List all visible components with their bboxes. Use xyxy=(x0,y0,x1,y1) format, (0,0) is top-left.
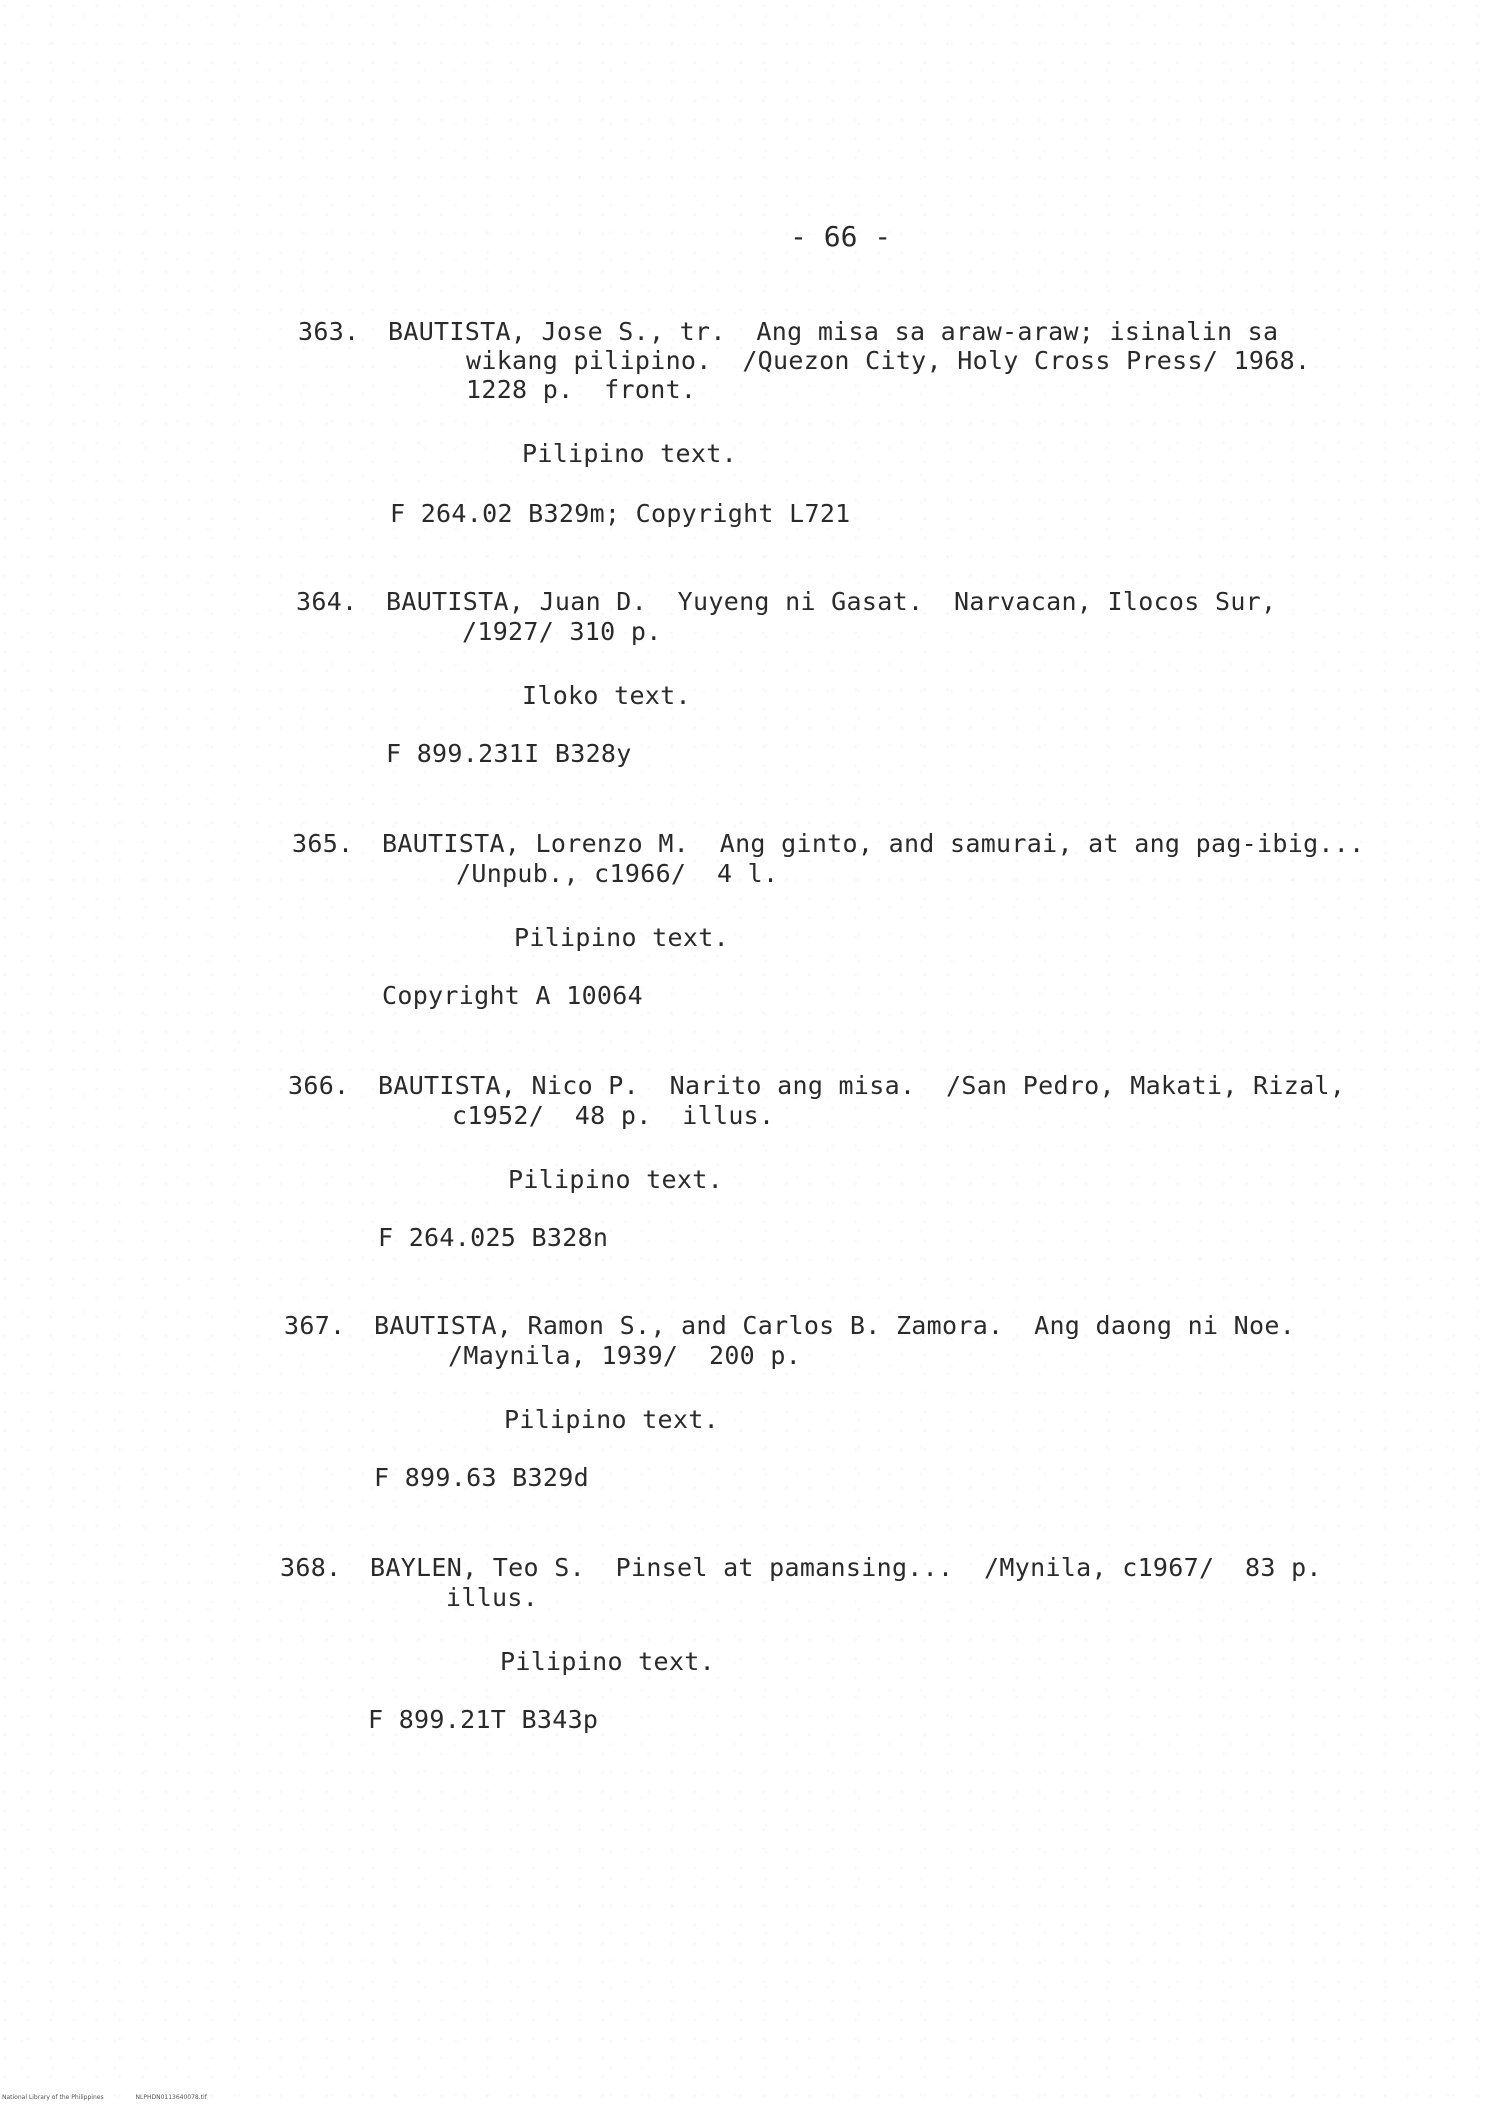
entry-line: BAUTISTA, Juan D. Yuyeng ni Gasat. Narvacan, Ilocos Sur, xyxy=(386,587,1277,616)
entry-number: 367. xyxy=(284,1311,346,1340)
entry-number: 368. xyxy=(280,1553,342,1582)
entry-line: BAUTISTA, Nico P. Narito ang misa. /San Pedro, Makati, Rizal, xyxy=(378,1071,1346,1100)
entry-note: Pilipino text. xyxy=(522,439,737,468)
entry-line: c1952/ 48 p. illus. xyxy=(452,1101,775,1130)
call-number: F 264.025 B328n xyxy=(378,1223,609,1252)
entry-note: Pilipino text. xyxy=(504,1405,719,1434)
entry-number: 364. xyxy=(296,587,358,616)
call-number: F 264.02 B329m; Copyright L721 xyxy=(390,499,851,528)
entry-number: 365. xyxy=(292,829,354,858)
page-number: - 66 - xyxy=(790,220,892,253)
entry-line: /Maynila, 1939/ 200 p. xyxy=(448,1341,802,1370)
entry-line: /1927/ 310 p. xyxy=(462,617,662,646)
call-number: F 899.63 B329d xyxy=(374,1463,589,1492)
call-number: F 899.21T B343p xyxy=(368,1705,599,1734)
entry-note: Iloko text. xyxy=(522,681,691,710)
entry-number: 363. xyxy=(298,317,360,346)
call-number: Copyright A 10064 xyxy=(382,981,643,1010)
call-number: F 899.231I B328y xyxy=(386,739,632,768)
entry-note: Pilipino text. xyxy=(500,1647,715,1676)
entry-note: Pilipino text. xyxy=(514,923,729,952)
entry-line: wikang pilipino. /Quezon City, Holy Cross Press/ 1968. xyxy=(466,346,1311,375)
entry-line: BAUTISTA, Ramon S., and Carlos B. Zamora. Ang daong ni Noe. xyxy=(374,1311,1296,1340)
entry-number: 366. xyxy=(288,1071,350,1100)
entry-note: Pilipino text. xyxy=(508,1165,723,1194)
entry-line: BAYLEN, Teo S. Pinsel at pamansing... /Mynila, c1967/ 83 p. xyxy=(370,1553,1322,1582)
entry-line: BAUTISTA, Jose S., tr. Ang misa sa araw-araw; isinalin sa xyxy=(388,317,1279,346)
entry-line: BAUTISTA, Lorenzo M. Ang ginto, and samurai, at ang pag-ibig... xyxy=(382,829,1365,858)
entry-line: 1228 p. front. xyxy=(466,375,697,404)
entry-line: illus. xyxy=(446,1583,539,1612)
footer-source: National Library of the Philippines xyxy=(2,2094,104,2101)
scan-footer xyxy=(2,2094,237,2101)
entry-line: /Unpub., c1966/ 4 l. xyxy=(456,859,779,888)
footer-filename: NLPHDN0113640078.tif xyxy=(135,2094,207,2101)
